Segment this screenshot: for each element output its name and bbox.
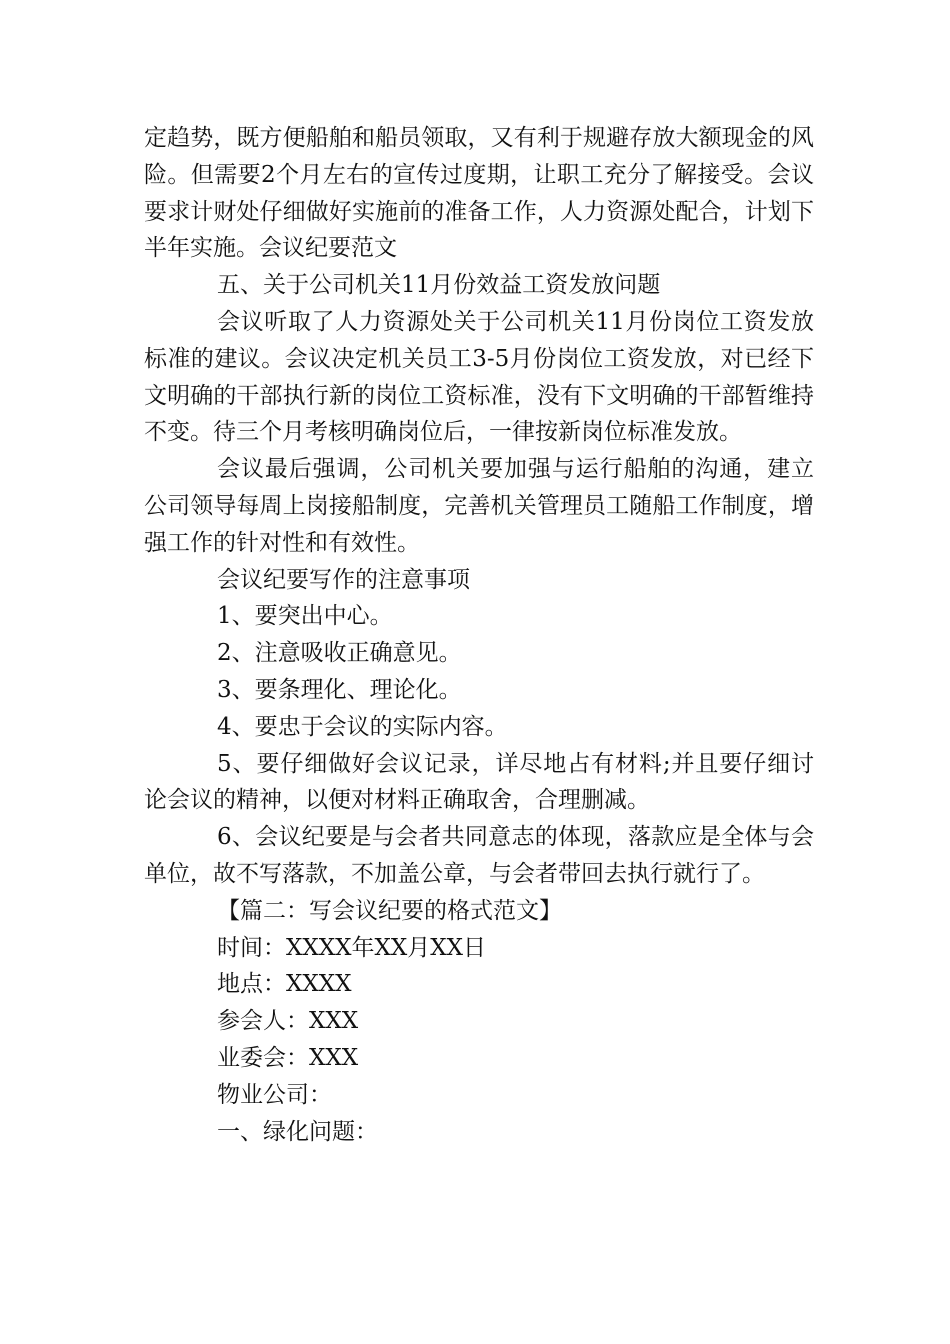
- field-owners-committee: 业委会：XXX: [217, 1044, 359, 1071]
- list-item: 1、要突出中心。: [217, 603, 393, 630]
- section-title-part-two: 【篇二：写会议纪要的格式范文】: [217, 897, 562, 924]
- list-item: 5、要仔细做好会议记录，详尽地占有材料;并且要仔细讨论会议的精神，以便对材料正确取舍，合理删减。: [144, 750, 814, 814]
- heading-writing-notes: 会议纪要写作的注意事项: [217, 566, 470, 593]
- paragraph-continuation: 定趋势，既方便船舶和船员领取，又有利于规避存放大额现金的风险。但需要2个月左右的宣传过度期，让职工充分了解接受。会议要求计财处仔细做好实施前的准备工作，人力资源处配合，计划下半年实施。会议纪要范文: [144, 125, 814, 262]
- field-attendees: 参会人：XXX: [217, 1008, 359, 1035]
- list-item: 6、会议纪要是与会者共同意志的体现，落款应是全体与会单位，故不写落款，不加盖公章，与会者带回去执行就行了。: [144, 824, 814, 887]
- field-property-company: 物业公司：: [217, 1081, 332, 1108]
- field-time: 时间：XXXX年XX月XX日: [217, 934, 486, 961]
- list-item: 3、要条理化、理论化。: [217, 676, 462, 703]
- list-item: 2、注意吸收正确意见。: [217, 640, 462, 667]
- list-item: 4、要忠于会议的实际内容。: [217, 713, 508, 740]
- paragraph-wage-decision: 会议听取了人力资源处关于公司机关11月份岗位工资发放标准的建议。会议决定机关员工3-5月份岗位工资发放，对已经下文明确的干部执行新的岗位工资标准，没有下文明确的干部暂维持不变。待三个月考核明确岗位后，一律按新岗位标准发放。: [144, 308, 814, 446]
- section-heading-five: 五、关于公司机关11月份效益工资发放问题: [217, 272, 661, 299]
- field-location: 地点：XXXX: [217, 971, 352, 998]
- heading-greening-issue: 一、绿化问题：: [217, 1118, 378, 1145]
- document-body: [144, 120, 814, 1150]
- paragraph-meeting-emphasis: 会议最后强调，公司机关要加强与运行船舶的沟通，建立公司领导每周上岗接船制度，完善机关管理员工随船工作制度，增强工作的针对性和有效性。: [144, 456, 814, 556]
